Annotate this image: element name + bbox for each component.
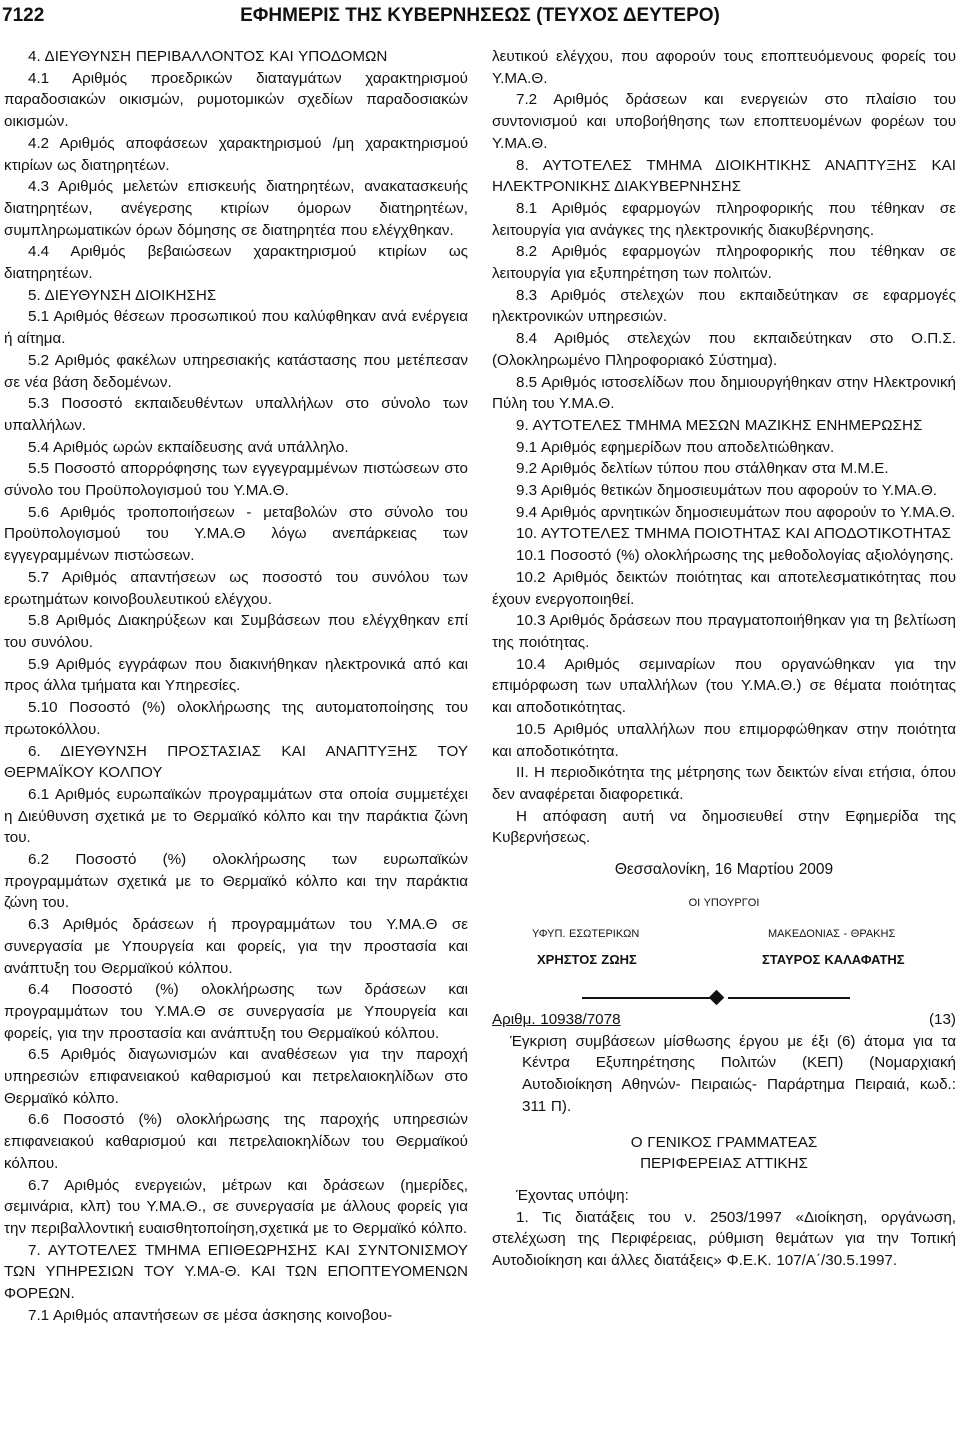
right-column bbox=[492, 46, 956, 1272]
paragraph: 9.4 Αριθμός αρνητικών δημοσιευμάτων που αφορούν το Υ.ΜΑ.Θ. bbox=[516, 503, 956, 521]
section-heading: 5. ΔΙΕΥΘΥΝΣΗ ΔΙΟΙΚΗΣΗΣ bbox=[28, 286, 217, 304]
paragraph: 5.4 Αριθμός ωρών εκπαίδευσης ανά υπάλληλο. bbox=[28, 438, 349, 456]
section-heading: 6. ΔΙΕΥΘΥΝΣΗ ΠΡΟΣΤΑΣΙΑΣ ΚΑΙ ΑΝΑΠΤΥΞΗΣ ΤΟΥ ΘΕΡΜΑΪΚΟΥ ΚΟΛΠΟΥ bbox=[4, 742, 468, 782]
paragraph: 5.10 Ποσοστό (%) ολοκλήρωσης της αυτοματοποίησης του πρωτοκόλλου. bbox=[4, 699, 468, 738]
paragraph: 8.4 Αριθμός στελεχών που εκπαιδεύτηκαν στο Ο.Π.Σ. (Ολοκληρωμένο Πληροφοριακό Σύστημα). bbox=[492, 330, 956, 369]
paragraph: 5.6 Αριθμός τροποποιήσεων - μεταβολών στο σύνολο του Προϋπολογισμού του Υ.ΜΑ.Θ λόγω ανεπάρκειας των εγγεγραμμένων πιστώσεων. bbox=[4, 503, 468, 565]
announcement-header bbox=[492, 1009, 956, 1031]
paragraph: 8.2 Αριθμός εφαρμογών πληροφορικής που τέθηκαν σε λειτουργία για εξυπηρέτηση των πολιτών. bbox=[492, 243, 956, 283]
paragraph: 7.1 Αριθμός απαντήσεων σε μέσα άσκησης κοινοβου- bbox=[28, 1306, 393, 1324]
paragraph: 4.2 Αριθμός αποφάσεων χαρακτηρισμού /μη χαρακτηρισμού κτιρίων ως διατηρητέων. bbox=[4, 134, 468, 174]
signatory-role: ΥΦΥΠ. ΕΣΩΤΕΡΙΚΩΝ bbox=[532, 928, 640, 941]
paragraph: 6.6 Ποσοστό (%) ολοκλήρωσης της παροχής υπηρεσιών επιφανειακού καθαρισμού και πετρελαιοκηλίδων του Θερμαϊκού κόλπου. bbox=[4, 1111, 468, 1172]
signatory-role: ΜΑΚΕΔΟΝΙΑΣ - ΘΡΑΚΗΣ bbox=[768, 928, 896, 941]
paragraph: 9.3 Αριθμός θετικών δημοσιευμάτων που αφορούν το Υ.ΜΑ.Θ. bbox=[516, 482, 938, 500]
authority-title: Ο ΓΕΝΙΚΟΣ ΓΡΑΜΜΑΤΕΑΣ bbox=[630, 1133, 818, 1151]
paragraph: 5.3 Ποσοστό εκπαιδευθέντων υπαλλήλων στο σύνολο των υπαλλήλων. bbox=[4, 395, 468, 434]
paragraph: 8.3 Αριθμός στελεχών που εκπαιδεύτηκαν σε εφαρμογές ηλεκτρονικών υπηρεσιών. bbox=[492, 286, 956, 326]
divider-line bbox=[728, 997, 850, 999]
signatory-name: ΧΡΗΣΤΟΣ ΖΩΗΣ bbox=[537, 952, 637, 968]
paragraph: 10.4 Αριθμός σεμιναρίων που οργανώθηκαν για την επιμόρφωση των υπαλλήλων (του Υ.ΜΑ.Θ.) σε θέματα ποιότητας και αποδοτικότητας. bbox=[492, 655, 956, 717]
authority-subtitle: ΠΕΡΙΦΕΡΕΙΑΣ ΑΤΤΙΚΗΣ bbox=[640, 1155, 808, 1173]
signatory-name: ΣΤΑΥΡΟΣ ΚΑΛΑΦΑΤΗΣ bbox=[762, 952, 905, 968]
paragraph: 6.1 Αριθμός ευρωπαϊκών προγραμμάτων στα οποία συμμετέχει η Διεύθυνση σχετικά με το Θερμαϊκό κόλπο και την παράκτια ζώνη του. bbox=[4, 785, 468, 847]
paragraph: λευτικού ελέγχου, που αφορούν τους εποπτευόμενους φορείς του Υ.ΜΑ.Θ. bbox=[492, 48, 956, 87]
paragraph: 4.1 Αριθμός προεδρικών διαταγμάτων χαρακτηρισμού παραδοσιακών οικισμών, ρυμοτομικών σχεδίων παραδοσιακών οικισμών. bbox=[4, 69, 468, 131]
page-header bbox=[0, 0, 960, 34]
paragraph: 10.2 Αριθμός δεικτών ποιότητας και αποτελεσματικότητας που έχουν ενεργοποιηθεί. bbox=[492, 568, 956, 608]
paragraph: 7.2 Αριθμός δράσεων και ενεργειών στο πλαίσιο του συντονισμού και υποβοήθησης των εποπτευομένων φορέων του Υ.ΜΑ.Θ. bbox=[492, 91, 956, 152]
paragraph: 5.2 Αριθμός φακέλων υπηρεσιακής κατάστασης που μετέπεσαν σε νέα βάση δεδομένων. bbox=[4, 351, 468, 391]
paragraph: 4. ΔΙΕΥΘΥΝΣΗ ΠΕΡΙΒΑΛΛΟΝΤΟΣ ΚΑΙ ΥΠΟΔΟΜΩΝ bbox=[28, 48, 388, 65]
announcement-number: Αριθμ. 10938/7078 bbox=[492, 1011, 621, 1029]
considering-label: Έχοντας υπόψη: bbox=[516, 1186, 629, 1204]
paragraph: 6.5 Αριθμός διαγωνισμών και αναθέσεων για την παροχή υπηρεσιών επιφανειακού καθαρισμού και πετρελαιοκηλίδων στο Θερμαϊκό κόλπο. bbox=[4, 1046, 468, 1107]
paragraph: 10.3 Αριθμός δράσεων που πραγματοποιήθηκαν για τη βελτίωση της ποιότητας. bbox=[492, 612, 956, 651]
section-heading: 7. ΑΥΤΟΤΕΛΕΣ ΤΜΗΜΑ ΕΠΙΘΕΩΡΗΣΗΣ ΚΑΙ ΣΥΝΤΟΝΙΣΜΟΥ ΤΩΝ ΥΠΗΡΕΣΙΩΝ ΤΟΥ Υ.ΜΑ-Θ. ΚΑΙ ΤΩΝ ΕΠΟΠΤΕΥΟΜΕΝΩΝ ΦΟΡΕΩΝ. bbox=[4, 1241, 468, 1303]
divider-line bbox=[582, 997, 710, 999]
section-heading: 9. ΑΥΤΟΤΕΛΕΣ ΤΜΗΜΑ ΜΕΣΩΝ ΜΑΖΙΚΗΣ ΕΝΗΜΕΡΩΣΗΣ bbox=[516, 416, 923, 434]
paragraph: 6.2 Ποσοστό (%) ολοκλήρωσης των ευρωπαϊκών προγραμμάτων σχετικά με το Θερμαϊκό κόλπο και την παράκτια ζώνη του. bbox=[4, 851, 468, 912]
section-heading: 8. ΑΥΤΟΤΕΛΕΣ ΤΜΗΜΑ ΔΙΟΙΚΗΤΙΚΗΣ ΑΝΑΠΤΥΞΗΣ ΚΑΙ ΗΛΕΚΤΡΟΝΙΚΗΣ ΔΙΑΚΥΒΕΡΝΗΣΗΣ bbox=[492, 156, 956, 196]
paragraph: 5.9 Αριθμός εγγράφων που διακινήθηκαν ηλεκτρονικά από και προς άλλα τμήματα και Υπηρεσίες. bbox=[4, 655, 468, 695]
paragraph: 5.7 Αριθμός απαντήσεων ως ποσοστό του συνόλου των ερωτημάτων κοινοβουλευτικού ελέγχου. bbox=[4, 568, 468, 608]
signature-block bbox=[492, 849, 956, 987]
left-column bbox=[4, 46, 468, 1326]
announcement-code: (13) bbox=[928, 1011, 956, 1029]
announcement-title: Έγκριση συμβάσεων μίσθωσης έργου με έξι (6) άτομα για τα Κέντρα Εξυπηρέτησης Πολιτών (ΚΕΠ) (Νομαρχιακή Αυτοδιοίκηση Αθηνών- Πειραιώς- Παράρτημα Πειραιά, κωδ.: 311 Π). bbox=[510, 1032, 956, 1115]
paragraph: ΙΙ. Η περιοδικότητα της μέτρησης των δεικτών είναι ετήσια, όπου δεν αναφέρεται διαφορετικά. bbox=[492, 764, 956, 803]
paragraph: 9.2 Αριθμός δελτίων τύπου που στάλθηκαν στα Μ.Μ.Ε. bbox=[516, 460, 889, 478]
page-number: 7122 bbox=[2, 5, 45, 26]
ministers-label: ΟΙ ΥΠΟΥΡΓΟΙ bbox=[688, 897, 760, 910]
diamond-ornament-icon bbox=[709, 990, 725, 1006]
paragraph: 8.5 Αριθμός ιστοσελίδων που δημιουργήθηκαν στην Ηλεκτρονική Πύλη του Υ.ΜΑ.Θ. bbox=[492, 373, 956, 413]
paragraph: 4.3 Αριθμός μελετών επισκευής διατηρητέων, ανακατασκευής διατηρητέων, ανέγερσης κτιρίων όμορων διατηρητέων, συμπληρωματικών όρων δόμησης σε διατηρητέα που ελέγχθηκαν. bbox=[4, 178, 468, 239]
section-divider bbox=[492, 987, 956, 1009]
paragraph: 5.1 Αριθμός θέσεων προσωπικού που καλύφθηκαν ανά ενέργεια ή αίτημα. bbox=[4, 308, 468, 348]
gazette-title: ΕΦΗΜΕΡΙΣ ΤΗΣ ΚΥΒΕΡΝΗΣΕΩΣ (ΤΕΥΧΟΣ ΔΕΥΤΕΡΟ) bbox=[240, 5, 720, 26]
paragraph: 6.7 Αριθμός ενεργειών, μέτρων και δράσεων (ημερίδες, σεμινάρια, κλπ) του Υ.ΜΑ.Θ., σε συνεργασία με άλλους φορείς για την περιβαλλοντική ευαισθητοποίηση,σχετικά με το Θερμαϊκό κόλπο. bbox=[4, 1176, 468, 1237]
paragraph: 5.8 Αριθμός Διακηρύξεων και Συμβάσεων που ελέγχθηκαν επί του συνόλου. bbox=[4, 612, 468, 651]
paragraph: 8.1 Αριθμός εφαρμογών πληροφορικής που τέθηκαν σε λειτουργία για ανάγκες της ηλεκτρονικής διακυβέρνησης. bbox=[492, 199, 956, 239]
paragraph: 4.4 Αριθμός βεβαιώσεων χαρακτηρισμού κτιρίων ως διατηρητέων. bbox=[4, 243, 468, 283]
section-heading: 10. ΑΥΤΟΤΕΛΕΣ ΤΜΗΜΑ ΠΟΙΟΤΗΤΑΣ ΚΑΙ ΑΠΟΔΟΤΙΚΟΤΗΤΑΣ bbox=[516, 525, 951, 543]
paragraph: Η απόφαση αυτή να δημοσιευθεί στην Εφημερίδα της Κυβερνήσεως. bbox=[492, 807, 956, 847]
paragraph: 9.1 Αριθμός εφημερίδων που αποδελτιώθηκαν. bbox=[516, 438, 835, 456]
paragraph: 10.5 Αριθμός υπαλλήλων που επιμορφώθηκαν στην ποιότητα και αποδοτικότητα. bbox=[492, 720, 956, 760]
paragraph: 6.3 Αριθμός δράσεων ή προγραμμάτων του Υ.ΜΑ.Θ σε συνεργασία με Υπουργεία και φορείς, για την προστασία και ανάπτυξη του Θερμαϊκού κόλπου. bbox=[4, 916, 468, 977]
paragraph: 6.4 Ποσοστό (%) ολοκλήρωσης των δράσεων και προγραμμάτων του Υ.ΜΑ.Θ σε συνεργασία με Υπουργεία και φορείς, για την προστασία και ανάπτυξη του Θερμαϊκού κόλπου. bbox=[4, 981, 468, 1042]
paragraph: 1. Τις διατάξεις του ν. 2503/1997 «Διοίκηση, οργάνωση, στελέχωση της Περιφέρειας, ρύθμιση θεμάτων για την Τοπική Αυτοδιοίκηση και άλλες διατάξεις» Φ.Ε.Κ. 107/Α΄/30.5.1997. bbox=[492, 1208, 956, 1270]
signature-city-date: Θεσσαλονίκη, 16 Μαρτίου 2009 bbox=[614, 861, 834, 879]
paragraph: 10.1 Ποσοστό (%) ολοκλήρωσης της μεθοδολογίας αξιολόγησης. bbox=[516, 547, 954, 565]
paragraph: 5.5 Ποσοστό απορρόφησης των εγγεγραμμένων πιστώσεων στο σύνολο του Προϋπολογισμού του Υ.ΜΑ.Θ. bbox=[4, 460, 468, 500]
